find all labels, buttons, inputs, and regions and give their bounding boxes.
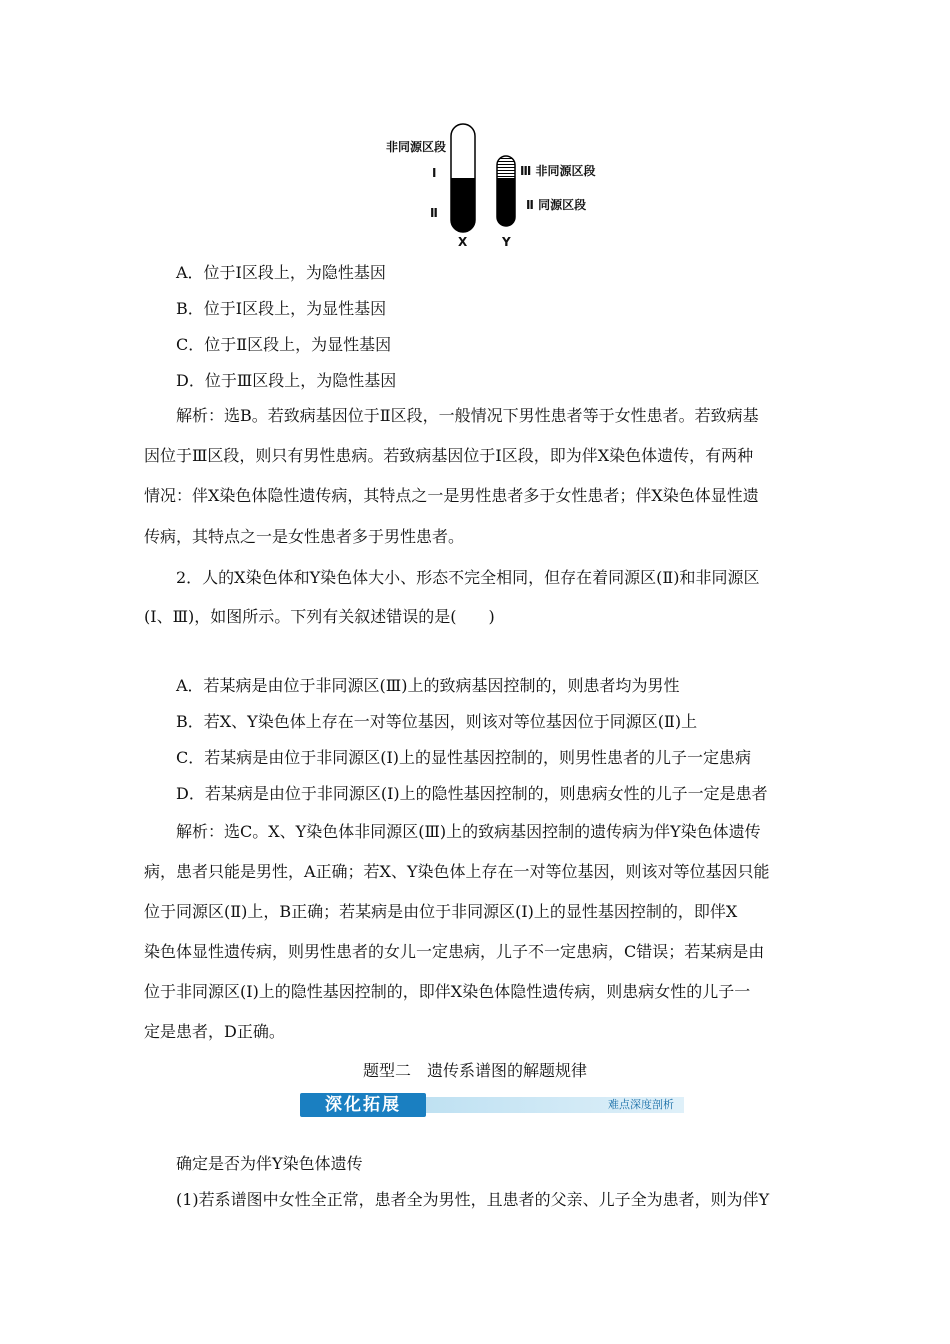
q1-option-c: C．位于Ⅱ区段上，为显性基因 (176, 335, 392, 354)
q2-option-c: C．若某病是由位于非同源区(Ⅰ)上的显性基因控制的，则男性患者的儿子一定患病 (176, 748, 752, 767)
label-region-II-right: Ⅱ 同源区段 (526, 198, 587, 212)
q2-analysis-line: 病，患者只能是男性，A正确；若X、Y染色体上存在一对等位基因，则该对等位基因只能 (144, 862, 770, 881)
tail-line: (1)若系谱图中女性全正常，患者全为男性，且患者的父亲、儿子全为患者，则为伴Y (176, 1190, 770, 1209)
q2-analysis-line: 染色体显性遗传病，则男性患者的女儿一定患病，儿子不一定患病，C错误；若某病是由 (144, 942, 765, 961)
q2-analysis-line: 定是患者，D正确。 (144, 1022, 285, 1041)
q1-option-b: B．位于Ⅰ区段上，为显性基因 (176, 299, 387, 318)
q2-analysis-line: 解析：选C。X、Y染色体非同源区(Ⅲ)上的致病基因控制的遗传病为伴Y染色体遗传 (176, 822, 761, 841)
label-nonhomologous: 非同源区段 (386, 140, 447, 154)
q1-analysis-line: 情况：伴X染色体隐性遗传病，其特点之一是男性患者多于女性患者；伴X染色体显性遗 (144, 486, 759, 505)
q2-stem-line: 2．人的X染色体和Y染色体大小、形态不完全相同，但存在着同源区(Ⅱ)和非同源区 (176, 568, 760, 587)
q2-stem-line: (Ⅰ、Ⅲ)，如图所示。下列有关叙述错误的是( ) (144, 607, 495, 626)
banner-title: 深化拓展 (300, 1093, 426, 1117)
section-banner (300, 1093, 684, 1117)
label-y: Y (502, 235, 511, 249)
q1-option-a: A．位于Ⅰ区段上，为隐性基因 (176, 263, 386, 282)
q2-option-d: D．若某病是由位于非同源区(Ⅰ)上的隐性基因控制的，则患病女性的儿子一定是患者 (176, 784, 768, 803)
banner-subtitle-bar (426, 1097, 684, 1113)
q2-option-a: A．若某病是由位于非同源区(Ⅲ)上的致病基因控制的，则患者均为男性 (176, 676, 680, 695)
q2-analysis-line: 位于同源区(Ⅱ)上，B正确；若某病是由位于非同源区(Ⅰ)上的显性基因控制的，即伴X (144, 902, 738, 921)
label-region-III-right: Ⅲ 非同源区段 (520, 164, 596, 178)
q2-option-b: B．若X、Y染色体上存在一对等位基因，则该对等位基因位于同源区(Ⅱ)上 (176, 712, 698, 731)
y-chromosome (497, 156, 515, 226)
section-title: 题型二 遗传系谱图的解题规律 (362, 1061, 587, 1080)
q1-analysis-line: 解析：选B。若致病基因位于Ⅱ区段，一般情况下男性患者等于女性患者。若致病基 (176, 406, 759, 425)
q1-option-d: D．位于Ⅲ区段上，为隐性基因 (176, 371, 397, 390)
banner-subtitle: 难点深度剖析 (608, 1098, 674, 1111)
q1-analysis-line: 传病，其特点之一是女性患者多于男性患者。 (144, 527, 465, 546)
q2-analysis-line: 位于非同源区(Ⅰ)上的隐性基因控制的，即伴X染色体隐性遗传病，则患病女性的儿子一 (144, 982, 751, 1001)
chromosome-figure (380, 118, 620, 248)
x-chromosome (451, 124, 475, 232)
tail-line: 确定是否为伴Y染色体遗传 (176, 1154, 363, 1173)
label-x: X (458, 235, 468, 249)
label-region-II: Ⅱ (430, 206, 438, 220)
q1-analysis-line: 因位于Ⅲ区段，则只有男性患病。若致病基因位于Ⅰ区段，即为伴X染色体遗传，有两种 (144, 446, 754, 465)
label-region-I: Ⅰ (432, 166, 437, 180)
